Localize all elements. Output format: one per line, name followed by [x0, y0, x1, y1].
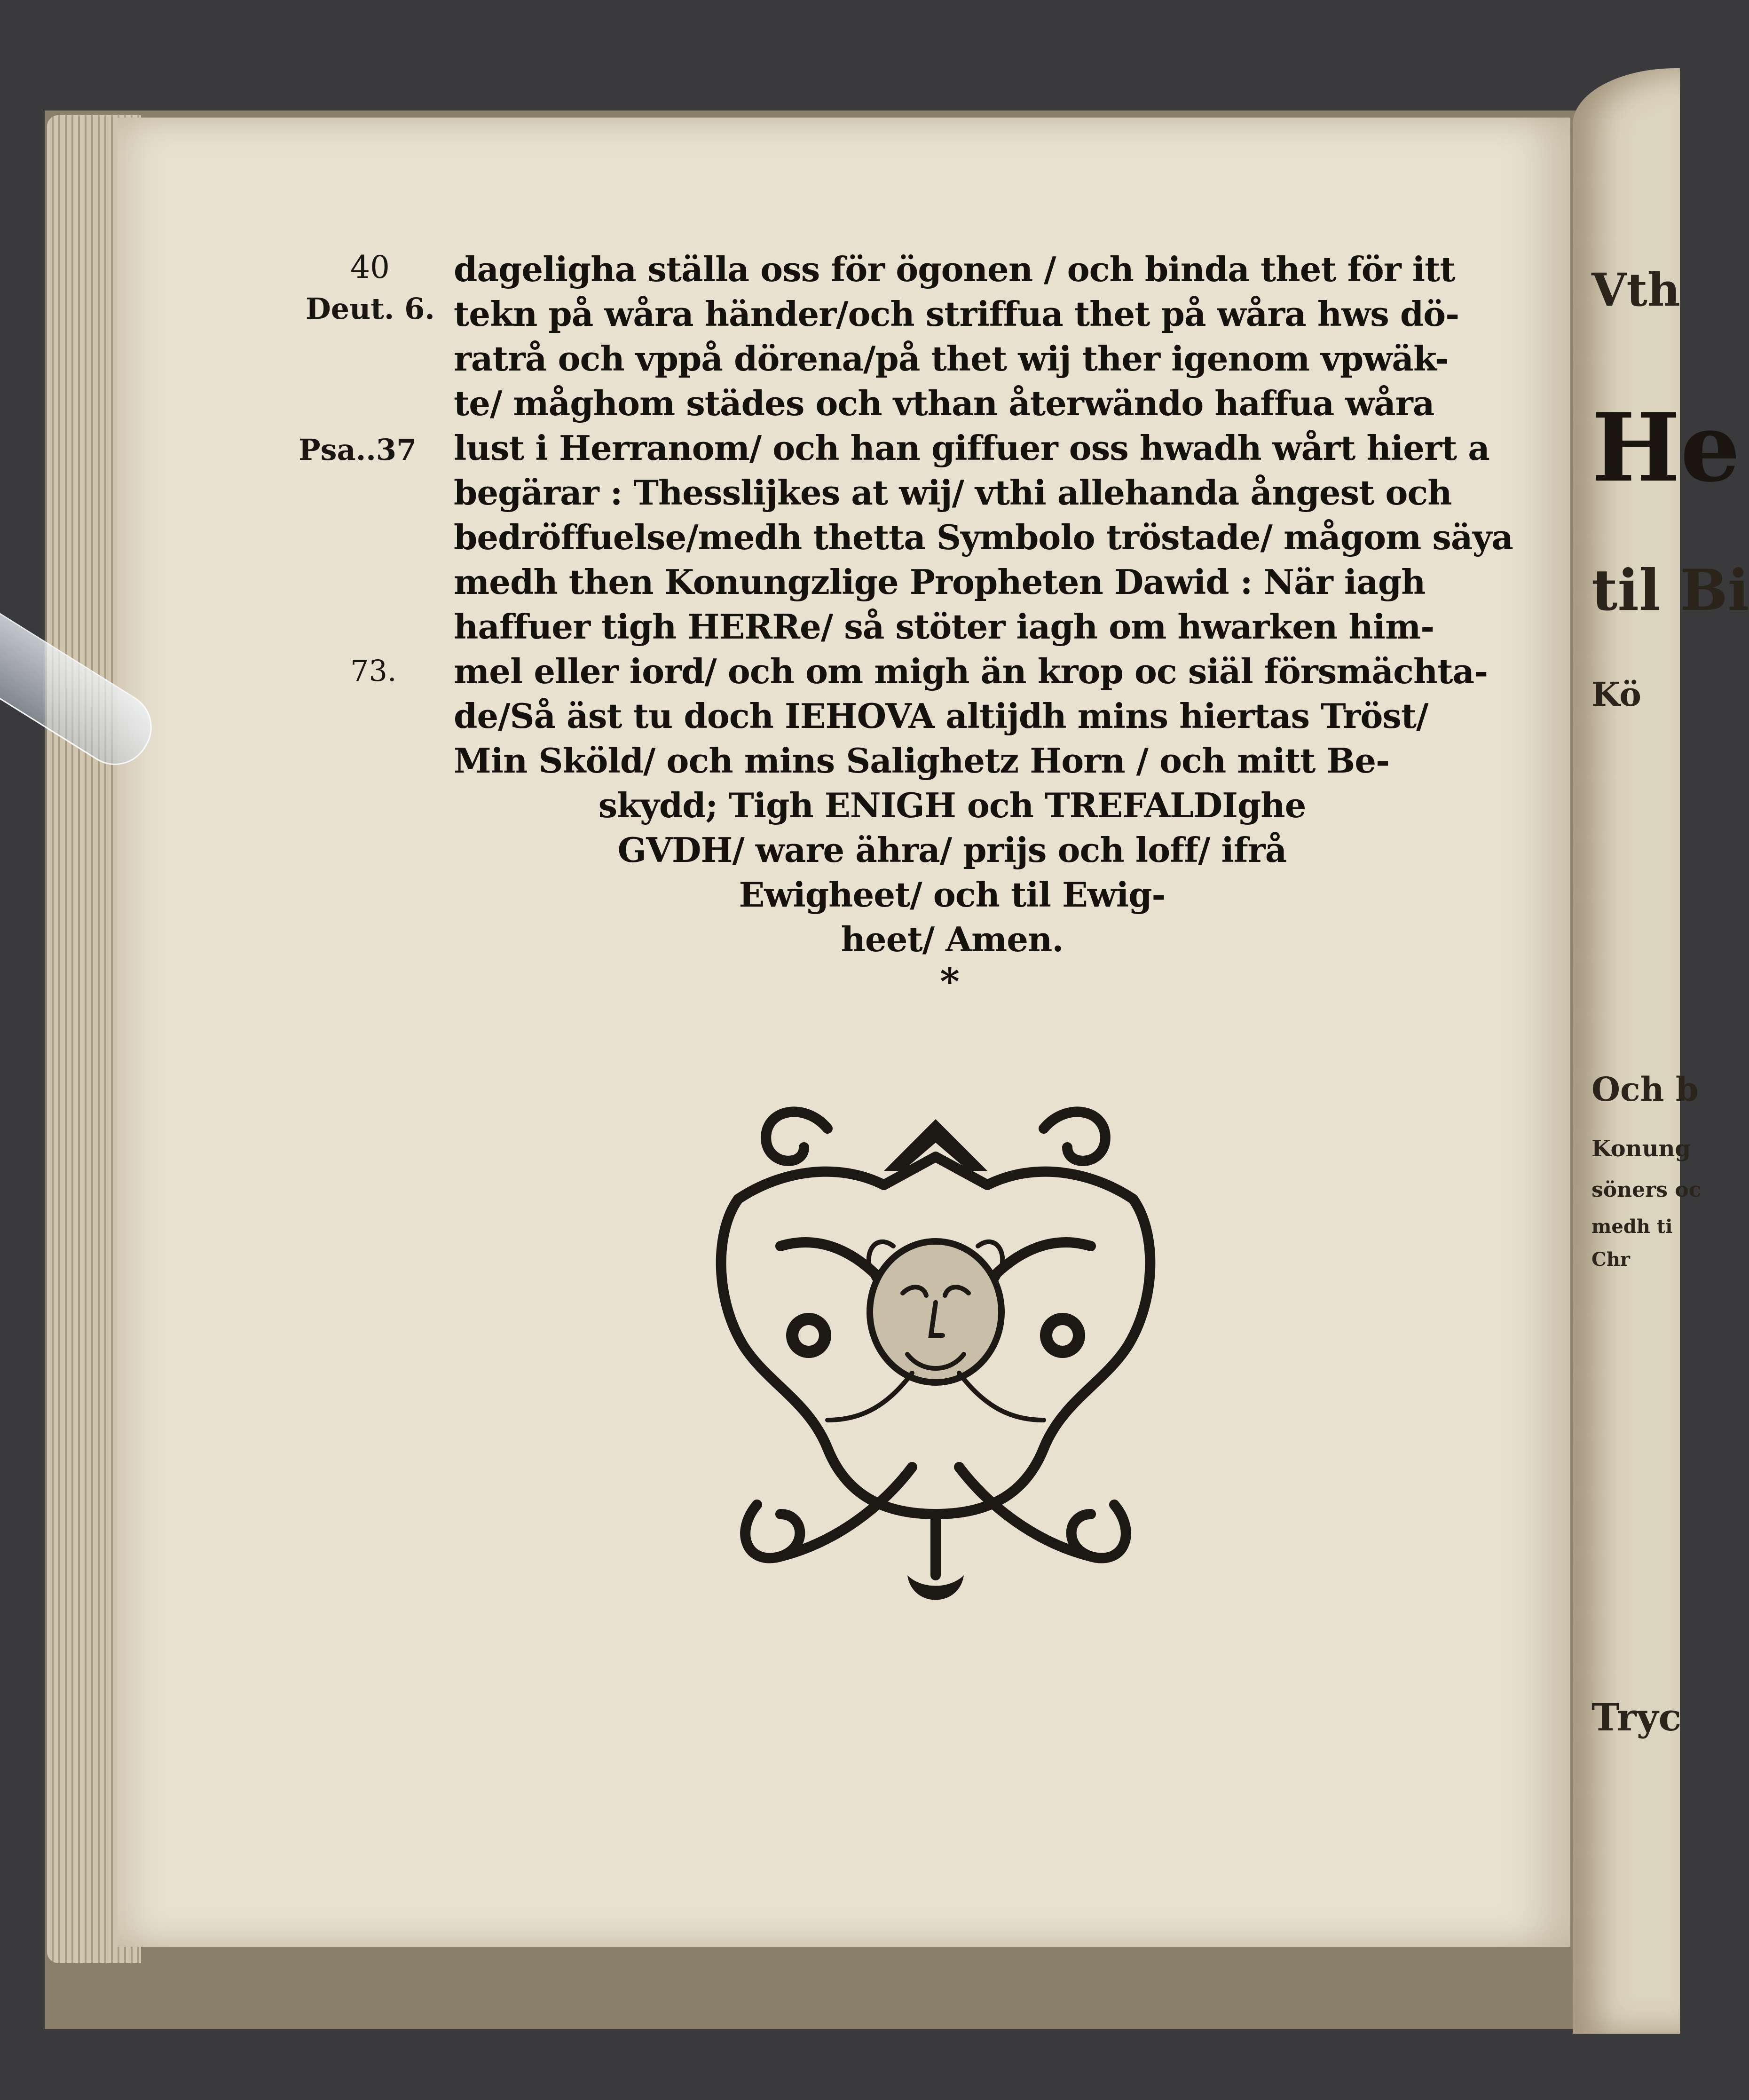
- text-line: Min Sköld/ och mins Salighetz Horn / och mitt Be-: [454, 741, 1389, 781]
- right-page-fragment: söners oc: [1591, 1178, 1702, 1202]
- end-mark: *: [940, 959, 960, 1003]
- text-line: lust i Herranom/ och han giffuer oss hwadh wårt hiert a: [454, 428, 1489, 468]
- right-page-fragment: til Bi: [1591, 557, 1749, 624]
- right-page-fragment: Chr: [1591, 1248, 1630, 1271]
- woodcut-ornament: [686, 1091, 1185, 1627]
- text-line: tekn på wåra händer/och striffua thet på wåra hws dö-: [454, 294, 1459, 334]
- right-page-fragment: He: [1591, 393, 1741, 503]
- text-line: ratrå och vppå dörena/på thet wij ther igenom vpwäk-: [454, 339, 1449, 379]
- text-line: skydd; Tigh ENIGH och TREFALDIghe: [598, 785, 1306, 825]
- margin-reference: 73.: [350, 654, 397, 688]
- text-line: de/Så äst tu doch IEHOVA altijdh mins hiertas Tröst/: [454, 696, 1428, 736]
- right-page-fragment: medh ti: [1591, 1216, 1673, 1238]
- text-line: heet/ Amen.: [841, 919, 1064, 959]
- text-line: haffuer tigh HERRe/ så stöter iagh om hwarken him-: [454, 607, 1434, 647]
- right-page-fragment: Konung: [1591, 1136, 1691, 1162]
- text-line: begärar : Thesslijkes at wij/ vthi allehanda ångest och: [454, 473, 1452, 513]
- margin-reference: Deut. 6.: [306, 292, 435, 326]
- text-line: mel eller iord/ och om migh än krop oc siäl försmächta-: [454, 651, 1488, 691]
- text-line: te/ måghom städes och vthan återwändo haffua wåra: [454, 383, 1434, 423]
- text-line: medh then Konungzlige Propheten Dawid : När iagh: [454, 562, 1426, 602]
- right-page-fragment: Vth: [1591, 263, 1680, 316]
- text-line: GVDH/ ware ähra/ prijs och loff/ ifrå: [617, 830, 1287, 870]
- right-page-fragment: Tryc: [1591, 1695, 1682, 1739]
- text-line: Ewigheet/ och til Ewig-: [739, 875, 1166, 915]
- right-page-fragment: Kö: [1591, 675, 1641, 714]
- page-number: 40: [350, 249, 390, 285]
- text-line: dageligha ställa oss för ögonen / och binda thet för itt: [454, 249, 1455, 289]
- right-page-fragment: Och b: [1591, 1070, 1699, 1109]
- margin-reference: Psa..37: [299, 433, 417, 467]
- text-line: bedröffuelse/medh thetta Symbolo tröstade/ mågom säya: [454, 517, 1513, 557]
